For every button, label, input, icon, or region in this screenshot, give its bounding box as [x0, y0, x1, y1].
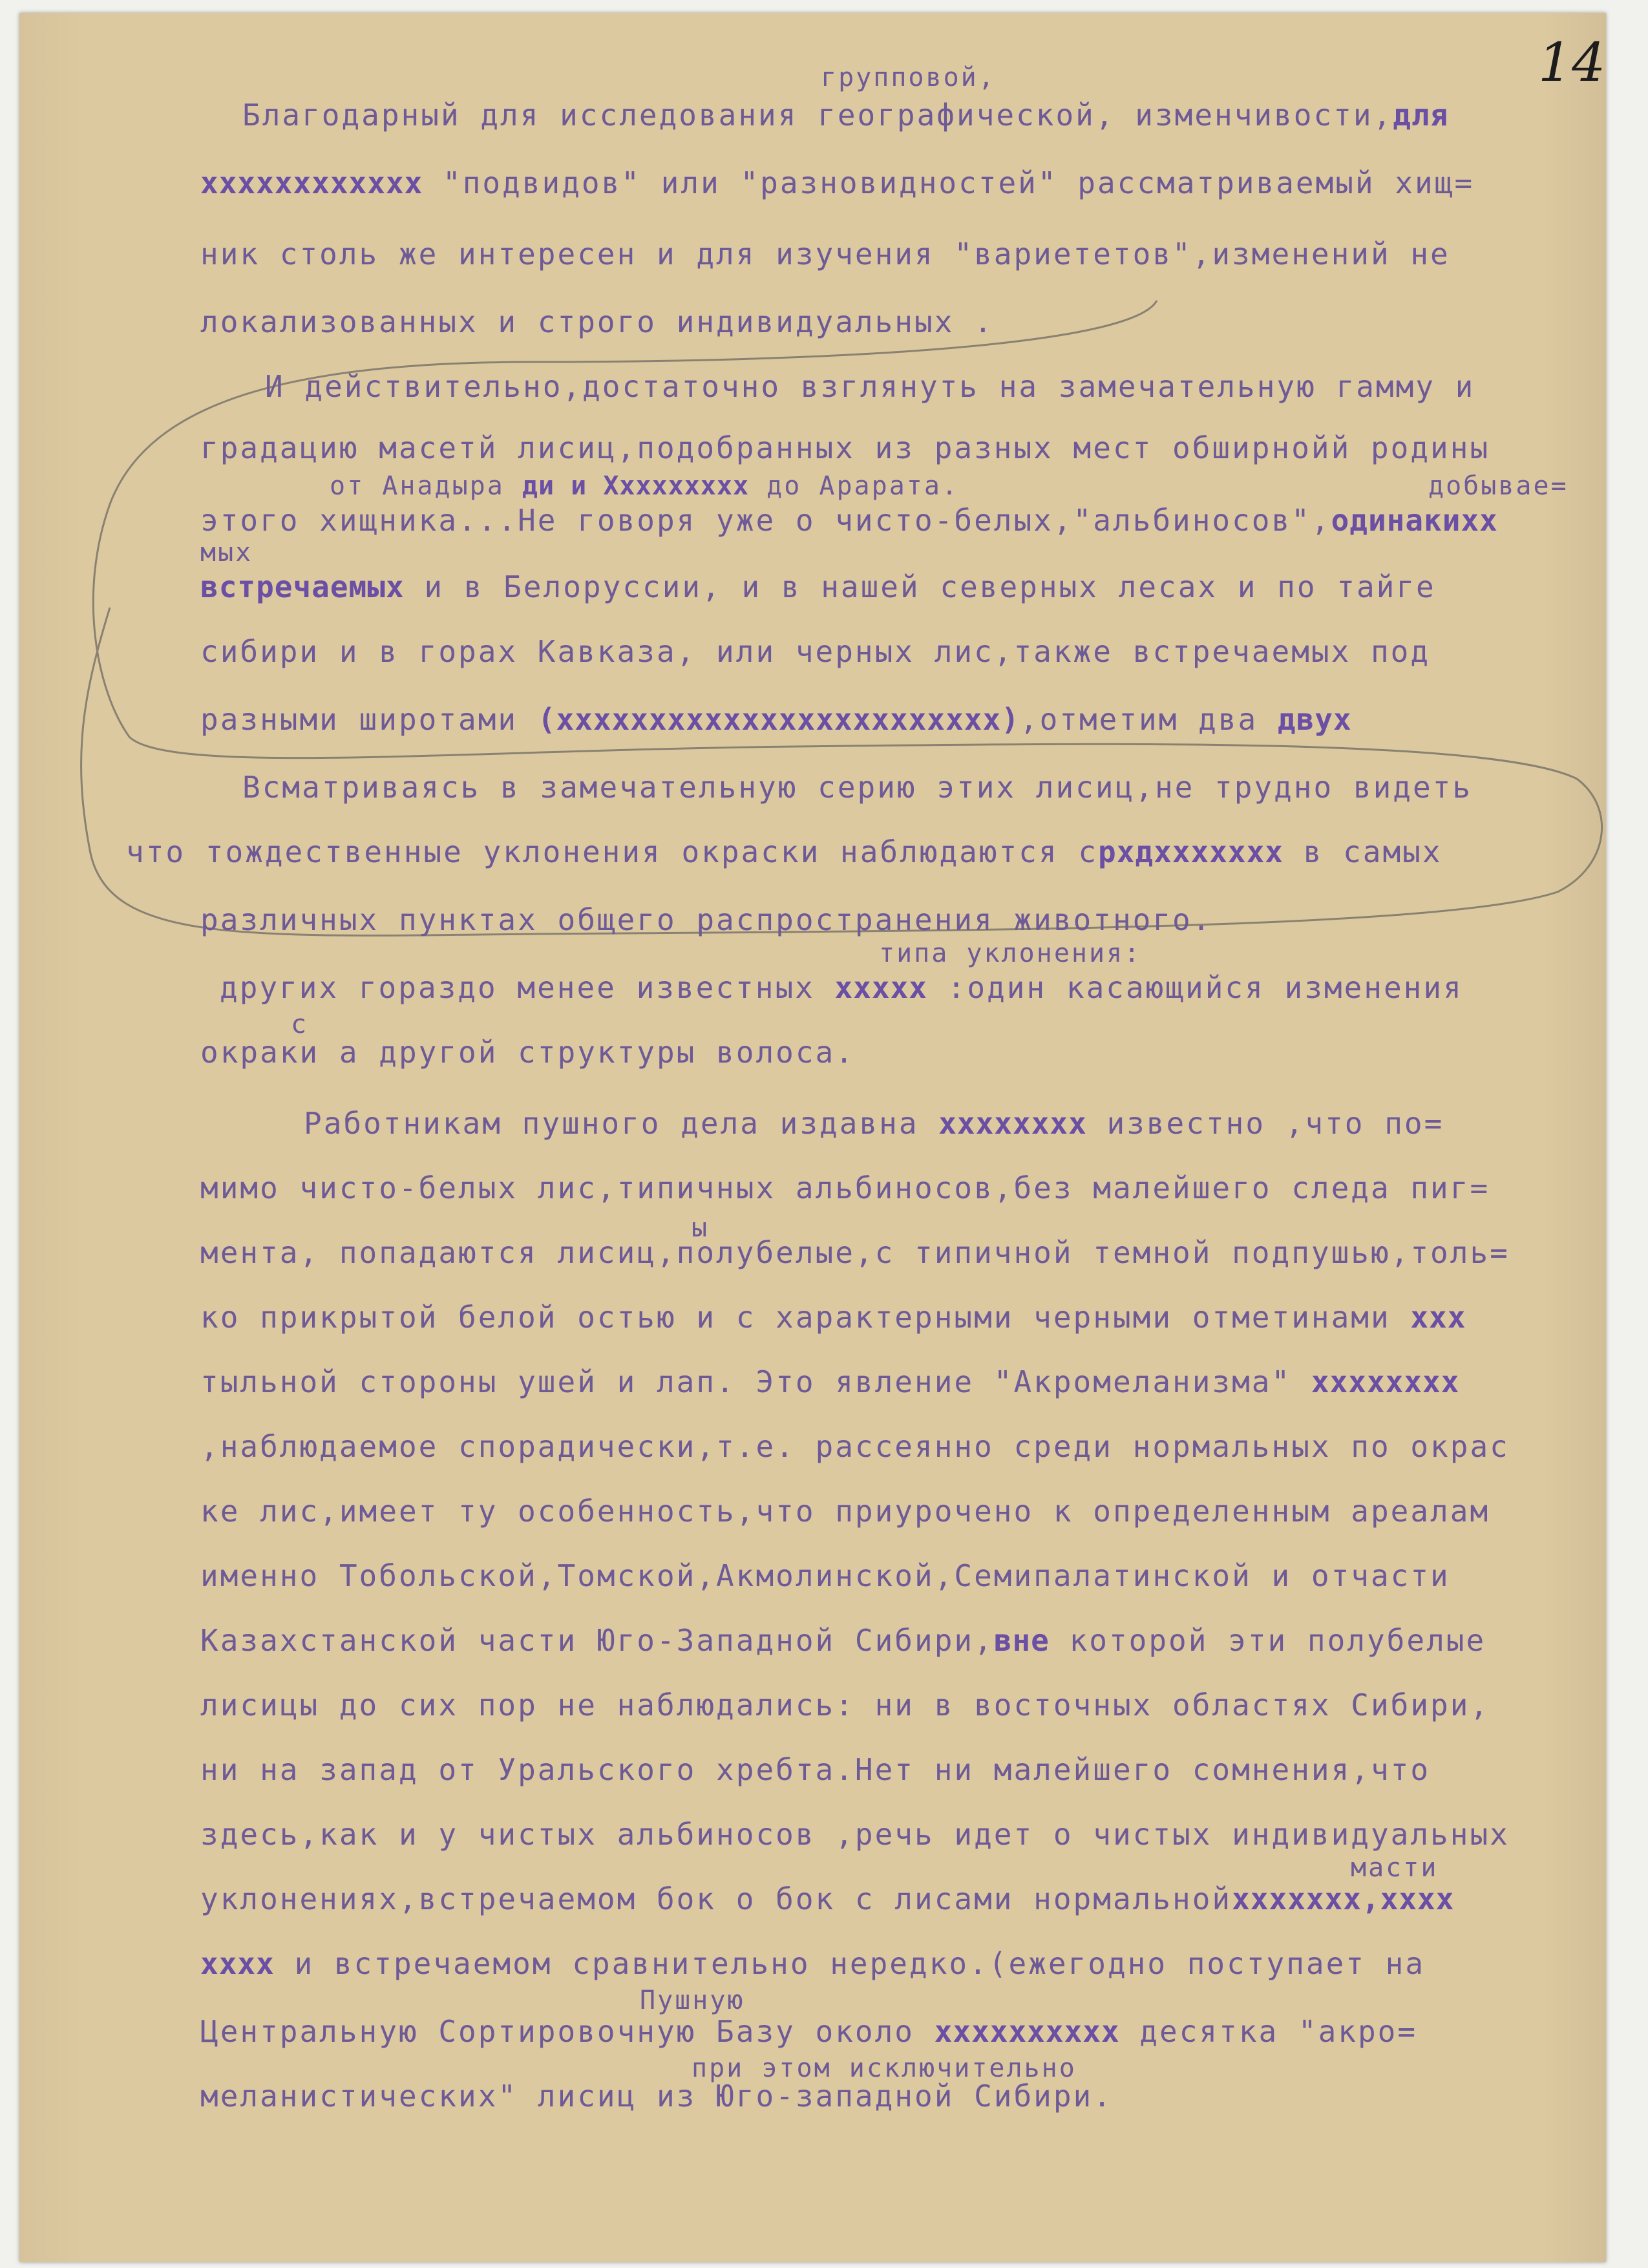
- text-line: xxxxxxxxxxxx "подвидов" или "разновидностей" рассматриваемый хищ=: [200, 165, 1475, 200]
- text-line: мимо чисто-белых лис,типичных альбиносов,без малейшего следа пиг=: [200, 1171, 1490, 1205]
- text-line: ни на запад от Уральского хребта.Нет ни малейшего сомнения,что: [200, 1752, 1431, 1787]
- text-line: сибири и в горах Кавказа, или черных лис,также встречаемых под: [200, 634, 1431, 669]
- struck-text: встречаемых: [200, 569, 405, 604]
- text-line: Работникам пушного дела издавна хххххххх известно ,что по=: [304, 1106, 1444, 1141]
- struck-text: вне: [993, 1623, 1050, 1658]
- struck-text: ххх: [1410, 1300, 1466, 1335]
- struck-text: хххххххх: [1311, 1364, 1460, 1399]
- text-line: ы: [692, 1213, 710, 1243]
- text-line: встречаемых и в Белоруссии, и в нашей северных лесах и по тайге: [200, 569, 1436, 604]
- text-line: мента, попадаются лисиц,полубелые,с типичной темной подпушью,толь=: [200, 1235, 1510, 1270]
- text-line: ник столь же интересен и для изучения "вариететов",изменений не: [200, 237, 1450, 271]
- struck-text: одинакихх: [1331, 503, 1498, 538]
- struck-text: ххххххх,хххх: [1232, 1881, 1455, 1916]
- struck-text: (хххххххххххххххххххххххх): [537, 702, 1020, 737]
- text-line: хххх и встречаемом сравнительно нередко.(ежегодно поступает на: [200, 1946, 1426, 1981]
- text-line: здесь,как и у чистых альбиносов ,речь идет о чистых индивидуальных: [200, 1817, 1510, 1852]
- struck-text: для: [1393, 98, 1449, 132]
- text-line: ,наблюдаемое спорадически,т.е. рассеянно среди нормальных по окрас: [200, 1429, 1510, 1464]
- text-line: от Анадыра ди и Ххххххххх до Арарата.: [330, 471, 960, 501]
- page-number: 14: [1538, 32, 1606, 94]
- text-line: лисицы до сих пор не наблюдались: ни в восточных областях Сибири,: [200, 1688, 1490, 1722]
- text-line: Всматриваясь в замечательную серию этих лисиц,не трудно видеть: [242, 770, 1473, 805]
- text-line: И действительно,достаточно взглянуть на замечательную гамму и: [265, 369, 1475, 404]
- text-line: именно Тобольской,Томской,Акмолинской,Семипалатинской и отчасти: [200, 1558, 1450, 1593]
- text-line: окраки а другой структуры волоса.: [200, 1035, 855, 1070]
- text-line: ко прикрытой белой остью и с характерными черными отметинами ххх: [200, 1300, 1466, 1335]
- text-line: других гораздо менее известных ххххх :один касающийся изменения: [220, 970, 1463, 1005]
- struck-text: xxxxxxxxxxxx: [200, 165, 423, 200]
- struck-text: хххххххх: [938, 1106, 1087, 1141]
- text-line: уклонениях,встречаемом бок о бок с лисами нормальнойххххххх,хххх: [200, 1881, 1455, 1916]
- struck-text: хххххххххх: [934, 2014, 1120, 2049]
- struck-text: рхдххххххх: [1098, 834, 1284, 869]
- text-line: масти: [1351, 1853, 1439, 1883]
- text-line: этого хищника...Не говоря уже о чисто-белых,"альбиносов",одинакихх: [200, 503, 1498, 538]
- text-line: ке лис,имеет ту особенность,что приурочено к определенным ареалам: [200, 1494, 1490, 1529]
- text-line: Центральную Сортировочную Базу около хххххххххх десятка "акро=: [200, 2014, 1418, 2049]
- text-line: Пушную: [640, 1986, 745, 2015]
- text-line: разными широтами (хххххххххххххххххххххххх),отметим два двух: [200, 702, 1352, 737]
- text-line: типа уклонения:: [879, 938, 1142, 968]
- document-page: [19, 13, 1606, 2262]
- text-line: локализованных и строго индивидуальных .: [200, 304, 994, 339]
- text-line: групповой,: [821, 63, 996, 92]
- text-line: меланистических" лисиц из Юго-западной Сибири.: [200, 2079, 1113, 2114]
- struck-text: хххх: [200, 1946, 275, 1981]
- text-line: с: [291, 1010, 309, 1039]
- struck-text: ди и Ххххххххх: [522, 471, 750, 501]
- text-line: градацию масетй лисиц,подобранных из разных мест обширнойй родины: [200, 430, 1490, 465]
- text-line: при этом исключительно: [692, 2053, 1077, 2083]
- text-line: добывае=: [1428, 471, 1569, 501]
- text-line: Благодарный для исследования географической, изменчивости,для: [242, 98, 1449, 132]
- text-line: что тождественные уклонения окраски наблюдаются срхдххххххх в самых: [126, 834, 1442, 869]
- text-line: различных пунктах общего распространения животного.: [200, 902, 1212, 937]
- text-line: мых: [200, 538, 253, 567]
- struck-text: двух: [1277, 702, 1352, 737]
- struck-text: ххххх: [834, 970, 928, 1005]
- text-line: Казахстанской части Юго-Западной Сибири,вне которой эти полубелые: [200, 1623, 1486, 1658]
- text-line: тыльной стороны ушей и лап. Это явление "Акромеланизма" хххххххх: [200, 1364, 1460, 1399]
